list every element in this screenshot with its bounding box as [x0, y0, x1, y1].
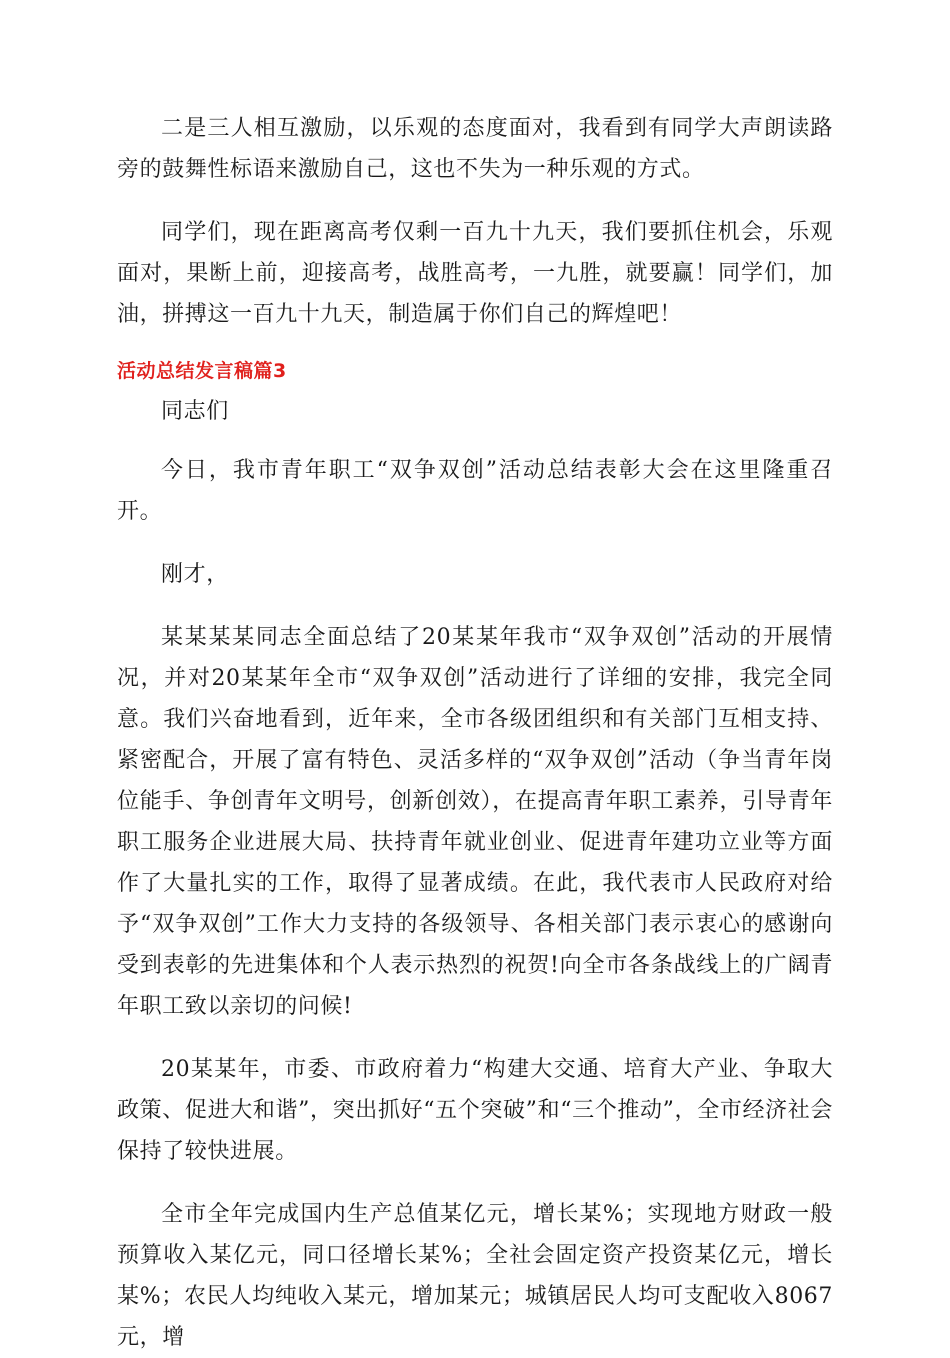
paragraph-summary: 某某某某同志全面总结了20某某年我市“双争双创”活动的开展情况，并对20某某年全市“双争双创”活动进行了详细的安排，我完全同意。我们兴奋地看到，近年来，全市各级团组织和有关部门互相支持、紧密配合，开展了富有特色、灵活多样的“双争双创”活动（争当青年岗位能手、争创青年文明号，创新创效），在提高青年职工素养，引导青年职工服务企业进展大局、扶持青年就业创业、促进青年建功立业等方面作了大量扎实的工作，取得了显著成绩。在此，我代表市人民政府对给予“双争双创”工作大力支持的各级领导、各相关部门表示衷心的感谢向受到表彰的先进集体和个人表示热烈的祝贺!向全市各条战线上的广阔青年职工致以亲切的问候! — [117, 625, 833, 1019]
salutation: 同志们 — [161, 399, 229, 424]
paragraph-economic-figures: 全市全年完成国内生产总值某亿元，增长某%；实现地方财政一般预算收入某亿元，同口径增长某%；全社会固定资产投资某亿元，增长某%；农民人均纯收入某元，增加某元；城镇居民人均可支配收入8067元，增 — [117, 1202, 833, 1350]
section-heading: 活动总结发言稿篇3 — [117, 360, 287, 382]
paragraph-encouragement: 二是三人相互激励，以乐观的态度面对，我看到有同学大声朗读路旁的鼓舞性标语来激励自己，这也不失为一种乐观的方式。 — [117, 116, 833, 182]
document-body — [117, 108, 833, 1358]
paragraph-opening: 今日，我市青年职工“双争双创”活动总结表彰大会在这里隆重召开。 — [117, 458, 833, 524]
paragraph-development: 20某某年，市委、市政府着力“构建大交通、培育大产业、争取大政策、促进大和谐”，突出抓好“五个突破”和“三个推动”，全市经济社会保持了较快进展。 — [117, 1057, 833, 1164]
paragraph-just-now: 刚才， — [161, 562, 229, 587]
paragraph-exam-countdown: 同学们，现在距离高考仅剩一百九十九天，我们要抓住机会，乐观面对，果断上前，迎接高考，战胜高考，一九胜，就要赢！同学们，加油，拼搏这一百九十九天，制造属于你们自己的辉煌吧！ — [117, 220, 833, 327]
